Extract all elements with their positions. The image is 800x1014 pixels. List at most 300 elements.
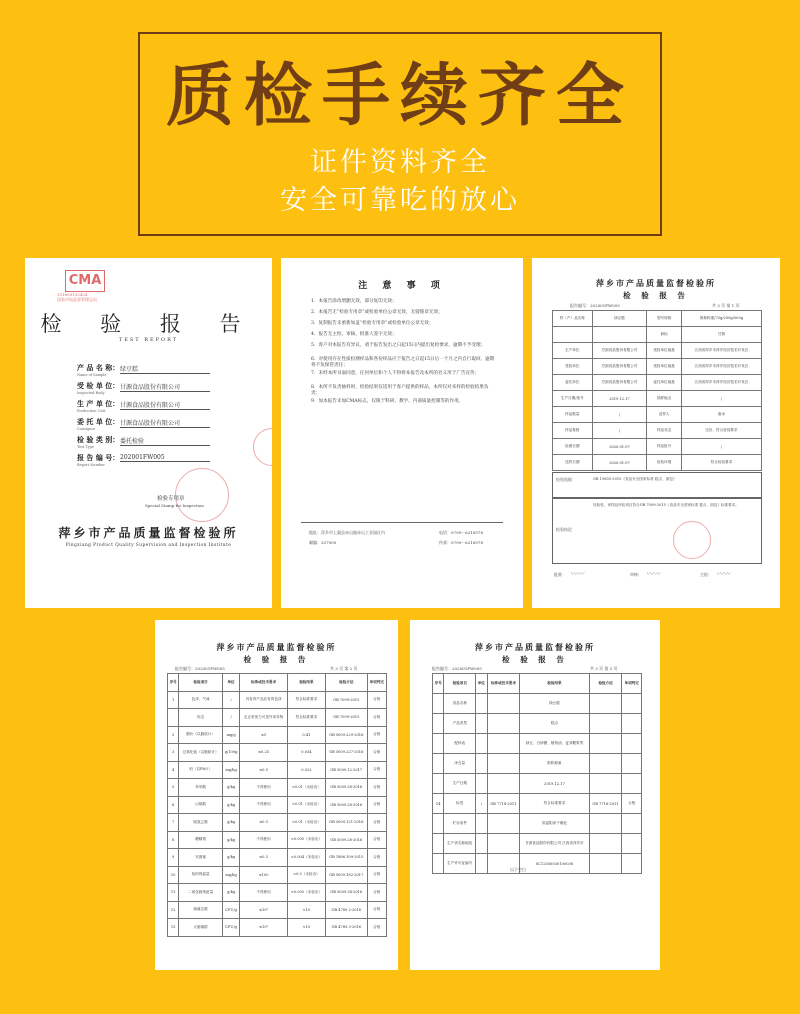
table-cell: 不得使用 [240,796,287,814]
table-cell: 型号规格 [647,311,682,327]
table-header-cell: 检验项目 [179,674,222,692]
table-cell [487,734,520,754]
table-cell: mg/g [222,726,239,744]
basis-text: GB 19855-2015《食品安全国家标准 糕点、面包》 [593,477,677,481]
table-cell: 符合标准要求 [287,709,325,727]
table-cell: ≤5 [240,726,287,744]
notice-title: 注 意 事 项 [358,281,446,291]
table-cell: 具有该产品应有的色泽 [240,691,287,709]
table-cell [592,327,647,343]
table-cell: <0.01（未检出） [287,779,325,797]
table-cell: 铅（以Pb计） [179,761,222,779]
row-value: 委托检验 [120,436,210,446]
table-row [168,884,387,902]
row-label-en: Inspected Body [77,391,105,395]
table-cell: 散称称重/75g/250g/500g [681,311,761,327]
seam-stamp [253,428,272,466]
table-cell: / [222,691,239,709]
table-cell [589,734,622,754]
table-cell: 0.022 [287,761,325,779]
row-label-en: Name of Sample [77,373,107,377]
table-header-cell: 检验方法 [326,674,368,692]
table-cell: / [592,423,647,439]
table-cell: 样品基数 [553,423,593,439]
report-cover-document [25,258,272,608]
table-cell: 11 [168,884,179,902]
table-cell: 生产单位 [553,343,593,359]
table-cell: 符合标准要求 [520,794,589,814]
conclusion-stamp [673,521,711,559]
table-header-cell: 单位 [476,674,487,694]
conclusion-text: 经检验，该样品所检项目符合GB 7099-2015《食品安全国家标准 糕点、面包》标准要求。 [593,503,739,507]
table-cell: 食品名称 [444,694,476,714]
table-cell: 铝的残留量 [179,866,222,884]
table-row [168,919,387,937]
table-cell: 受检单位地址 [647,359,682,375]
table-cell: 14 [433,794,444,814]
table-cell: <0.01（未检出） [287,814,325,832]
table-row [168,726,387,744]
table-cell: <10 [287,919,325,937]
basis-label: 检验依据 [556,477,572,482]
main-signature: 〰〰 [716,570,730,578]
table-header-cell: 标准或技术要求 [240,674,287,692]
notice-item: 3．复制报告未重新加盖“检验专用章”或检验单位公章无效； [311,321,434,326]
table-cell [476,734,487,754]
fax: 传真：0799－6218578 [439,540,483,545]
notice-item: 6．对使用存在性质检测样品和各份样品应于报告之日起15日后一个月之内自行取回，逾期将不负保管责任； [311,357,495,368]
table-cell: GB 5009.28-2016 [326,831,368,849]
doc-institute: 萍乡市产品质量监督检验所 [596,278,716,288]
table-cell: g/100g [222,744,239,762]
table-cell: / [592,407,647,423]
review-label: 审核： [630,572,642,577]
cover-title: 检 验 报 告 [40,312,257,336]
table-cell [622,694,642,714]
table-cell: 大肠菌群 [179,919,222,937]
table-cell [622,774,642,794]
cma-mark: CMA [65,270,105,292]
table-cell: <0.004（未检出） [287,849,325,867]
report-info-document [532,258,780,608]
table-cell: <0.005（未检出） [287,831,325,849]
row-value: 202001FW005 [120,454,210,462]
stamp-label-en: Special Stamp for Inspection [145,503,204,508]
table-cell: 合格 [367,796,386,814]
page-number: 共 3 页 第 2 页 [330,666,358,671]
table-cell: 2 [168,726,179,744]
table-cell: 合格 [367,814,386,832]
table-cell: 10 [168,866,179,884]
row-label: 委 托 单 位： [77,417,120,426]
table-cell: 唐冰 [681,407,761,423]
table-cell: 无正常视力可见外来异物 [240,709,287,727]
table-cell: ≤10⁵ [240,901,287,919]
table-cell: CFU/g [222,919,239,937]
cover-row [77,435,119,449]
table-row [433,794,642,814]
table-cell [487,834,520,854]
notice-divider [301,522,503,523]
table-cell: GB 7099-2015 [326,691,368,709]
table-cell: g/kg [222,779,239,797]
table-cell: CFU/g [222,901,239,919]
notice-item: 1．本报告涂改增删无效，部分复印无效； [311,299,397,304]
cover-title-en: TEST REPORT [118,337,179,343]
table-cell: 糕点 [520,714,589,734]
notice-item: 9．加本报告未加CMA标志，仅限于科研、教学、内部质量控制等的作用。 [311,399,464,404]
table-cell: GB 7099-2015 [326,709,368,727]
table-row [168,849,387,867]
table-cell: 1 [168,691,179,709]
table-cell: 江西省萍乡市萍乡经济技术开发区 [681,343,761,359]
table-cell: 甘源食品股份有限公司 [592,343,647,359]
table-cell: 合格 [367,744,386,762]
table-cell: 不得使用 [240,884,287,902]
table-cell: 委托单位地址 [647,375,682,391]
table-cell: / [476,794,487,814]
table-cell: 2020.01.07 [592,455,647,471]
table-cell [622,734,642,754]
table-cell [433,834,444,854]
table-cell: SC12036030100038 [520,854,589,874]
cover-row [77,381,119,395]
table-cell: GB 5009.28-2016 [326,796,368,814]
table-cell: 甘源食品股份有限公司 [592,375,647,391]
notice-item: 7．未经本所书面同意，任何单位和个人不得将本报告及本所的名义用于广告宣传； [311,371,480,376]
table-row [553,375,762,391]
table-cell: GB 5009.229-2016 [326,726,368,744]
table-cell: mg/kg [222,761,239,779]
table-cell: GB 4789.2-2016 [326,901,368,919]
table-cell [476,774,487,794]
table-row [553,439,762,455]
row-label-en: Report Number [77,463,105,467]
table-cell: / [681,439,761,455]
table-cell: 菌落总数 [179,901,222,919]
table-row [433,854,642,874]
table-header-cell: 检验方法 [589,674,622,694]
table-cell: GB 5009.28-2016 [326,779,368,797]
cover-row [77,417,119,431]
table-cell: 抽样地点 [647,391,682,407]
table-cell: GB 4789.3-2016 [326,919,368,937]
table-cell: 苯甲酸 [179,779,222,797]
table-cell: 0.034 [287,744,325,762]
notice-item: 5．客户对本报告有异议，请于报告发出之日起15日内提出复检要求，逾期不予受理； [311,343,486,348]
table-cell [622,854,642,874]
table-cell: 样品数量 [553,407,593,423]
table-cell: g/kg [222,849,239,867]
notice-item: 2．本报告无“检验专用章”或检验单位公章无效，无骑缝章无效； [311,310,443,315]
table-cell: 受检单位地址 [647,343,682,359]
row-label: 受 检 单 位： [77,381,120,390]
page-number: 共 3 页 第 3 页 [590,666,618,671]
table-header-row [433,674,642,694]
table-cell: 2020.01.07 [592,439,647,455]
conclusion-label: 检验结论 [556,527,572,532]
table-cell: 合格 [622,794,642,814]
table-cell: 合格 [367,919,386,937]
table-cell: 4 [168,761,179,779]
table-cell: 江西省萍乡市萍乡经济技术开发区 [681,359,761,375]
report-number: 报告编号：202001FW005 [175,666,225,671]
table-cell [487,694,520,714]
table-cell: / [681,391,761,407]
table-cell: g/kg [222,796,239,814]
table-cell [476,834,487,854]
table-cell [433,694,444,714]
row-label: 检 验 类 别： [77,435,120,444]
table-cell [589,714,622,734]
table-cell: ≤0.5 [240,814,287,832]
table-cell: 绿豆糕 [592,311,647,327]
table-cell [622,814,642,834]
table-row [433,814,642,834]
table-row [168,744,387,762]
table-cell: ≤10² [240,919,287,937]
table-cell: 样（产）品名称 [553,311,593,327]
table-cell: 合格 [367,726,386,744]
table-row [433,754,642,774]
table-row [168,814,387,832]
report-notice-document [281,258,523,608]
table-cell: 送样人 [647,407,682,423]
table-cell: GB 1886.109-2015 [326,849,368,867]
table-row [553,423,762,439]
table-cell: 安赛蜜 [179,849,222,867]
table-cell: 符合标准要求 [287,691,325,709]
table-row [168,779,387,797]
table-row [433,694,642,714]
notice-item: 4．报告无主检、审核、批准人签字无效； [311,332,397,337]
table-cell: 检验环境 [647,455,682,471]
cover-row [77,363,119,377]
results-table-2 [432,673,642,874]
table-cell [476,854,487,874]
table-header-cell: 检验项目 [444,674,476,694]
institute-name-en: Pingxiang Product Quality Supervision and Inspection Institute [65,542,232,547]
info-table [552,310,762,471]
table-cell [589,814,622,834]
table-cell: 合格 [367,866,386,884]
table-cell [622,834,642,854]
row-label: 报 告 编 号： [77,453,120,462]
table-cell: 13 [168,919,179,937]
main-label: 主检： [700,572,712,577]
doc-title: 检 验 报 告 [623,291,689,300]
table-cell: 检测日期 [553,439,593,455]
table-cell: 色泽、气味 [179,691,222,709]
table-cell: 合格 [367,849,386,867]
doc-title: 检 验 报 告 [243,655,310,664]
table-cell: 二氧化硫残留量 [179,884,222,902]
table-cell [622,754,642,774]
table-cell: mg/kg [222,866,239,884]
table-row [433,834,642,854]
row-value: 绿豆糕 [120,364,210,374]
page-number: 共 3 页 第 1 页 [712,303,740,308]
table-cell: 3 [168,744,179,762]
row-label: 生 产 单 位： [77,399,120,408]
results-table-1 [167,673,387,937]
table-cell: 5 [168,779,179,797]
table-cell: <0.01（未检出） [287,796,325,814]
table-cell: GB 5009.182-2017 [326,866,368,884]
table-row [553,327,762,343]
table-cell: 合格 [367,831,386,849]
table-cell [589,834,622,854]
address: 地址：萍乡市上栗县赤山镇赤山工业园区内 [309,530,385,535]
institute-name: 萍乡市产品质量监督检验所 [58,526,239,540]
hero-banner [0,0,800,240]
table-cell: 合格 [367,691,386,709]
table-cell: 合格 [367,884,386,902]
table-cell [553,327,593,343]
doc-title: 检 验 报 告 [502,655,568,664]
row-value: 甘源食品股份有限公司 [120,382,210,392]
table-cell: 常温阴凉干燥处 [520,814,589,834]
table-cell: 0.41 [287,726,325,744]
report-results-document-2 [410,620,660,970]
table-cell [487,814,520,834]
table-cell [433,714,444,734]
end-note: 以下空白 [510,867,526,872]
table-cell [476,694,487,714]
table-cell: 合格 [367,901,386,919]
report-results-document-1 [155,620,398,970]
table-row [168,866,387,884]
table-cell [433,754,444,774]
table-cell: 合格 [367,761,386,779]
table-cell: 2019.12.17 [520,774,589,794]
table-cell: 合格 [367,779,386,797]
table-cell [433,734,444,754]
table-cell [487,714,520,734]
table-cell: 产品类型 [444,714,476,734]
table-cell [476,754,487,774]
doc-institute: 萍乡市产品质量监督检验所 [216,642,337,652]
table-cell: 生产日期/批号 [553,391,593,407]
table-cell: 完好，符合检验要求 [681,423,761,439]
report-number: 报告编号：202001FW005 [570,303,620,308]
subtitle-line-1: 证件资料齐全 [310,147,490,178]
review-signature: 〰〰 [646,570,660,578]
table-cell: GB 5009.34-2016 [326,884,368,902]
table-cell: 2019.12.17 [592,391,647,407]
phone: 电话：0799－6218578 [439,530,483,535]
table-cell: GB 7718-2011 [487,794,520,814]
table-cell: 6 [168,796,179,814]
table-cell: 散称称重 [520,754,589,774]
table-cell: 符合检验要求 [681,455,761,471]
title-box [165,42,635,138]
table-cell: GB 5009.227-2016 [326,744,368,762]
table-cell [487,754,520,774]
table-row [168,761,387,779]
table-cell: 12 [168,901,179,919]
row-label: 产 品 名 称： [77,363,120,372]
table-cell: 受检单位 [553,359,593,375]
table-header-cell: 序号 [433,674,444,694]
table-row [168,709,387,727]
table-cell: ≤0.3 [240,849,287,867]
table-cell: 山梨酸 [179,796,222,814]
table-cell: 8 [168,831,179,849]
cover-row [77,453,119,467]
table-cell: 绿豆糕 [520,694,589,714]
postcode: 邮编：337000 [309,540,337,545]
row-value: 甘源食品股份有限公司 [120,418,210,428]
cover-row [77,399,119,413]
table-cell: g/kg [222,814,239,832]
approve-signature: 〰〰 [570,570,584,578]
table-cell: 送样日期 [553,455,593,471]
table-cell: 绿豆、白砂糖、植物油、麦芽糖浆等 [520,734,589,754]
table-cell: GB 5009.12-2017 [326,761,368,779]
page-title: 质检手续齐全 [165,56,634,136]
table-row [168,831,387,849]
table-cell: 甘源食品股份有限公司 [592,359,647,375]
table-cell: 糖精钠 [179,831,222,849]
table-cell [168,709,179,727]
table-cell: 不得使用 [240,779,287,797]
conclusion-box [552,498,762,564]
table-cell: 标签 [444,794,476,814]
table-cell: g/kg [222,884,239,902]
table-cell [589,694,622,714]
report-number: 报告编号：202001FW005 [432,666,482,671]
table-cell: ≤0.25 [240,744,287,762]
table-cell: 合格 [367,709,386,727]
stamp-label: 检验专用章 [157,496,185,502]
cma-code: 151600102424 [57,292,88,297]
table-cell: <10 [287,901,325,919]
table-cell [433,854,444,874]
table-cell: g/kg [222,831,239,849]
table-cell: GB 7718-2011 [589,794,622,814]
table-row [553,311,762,327]
table-row [553,343,762,359]
table-cell [433,814,444,834]
subtitle-line-2: 安全可靠吃的放心 [280,185,520,216]
table-row [168,901,387,919]
table-header-cell: 单项判定 [367,674,386,692]
table-row [168,691,387,709]
table-cell: 配料表 [444,734,476,754]
table-cell: 生产日期 [444,774,476,794]
table-cell [589,754,622,774]
table-row [553,391,762,407]
table-cell: <0.5（未检出） [287,866,325,884]
table-row [168,796,387,814]
table-header-cell: 单项判定 [622,674,642,694]
row-label-en: Consignor [77,427,96,431]
table-cell [589,854,622,874]
table-cell: ≤0.5 [240,761,287,779]
table-cell [476,714,487,734]
table-cell [622,714,642,734]
table-cell: 甘源食品股份有限公司 江西省萍乡市 [520,834,589,854]
table-cell: 7 [168,814,179,832]
table-cell: 商标 [647,327,682,343]
table-cell: 生产许可证编号 [444,854,476,874]
table-row [553,359,762,375]
table-cell: 江西省萍乡市萍乡经济技术开发区 [681,375,761,391]
table-cell: 贮存条件 [444,814,476,834]
table-cell: GB 5009.121-2016 [326,814,368,832]
doc-institute: 萍乡市产品质量监督检验所 [475,642,595,652]
